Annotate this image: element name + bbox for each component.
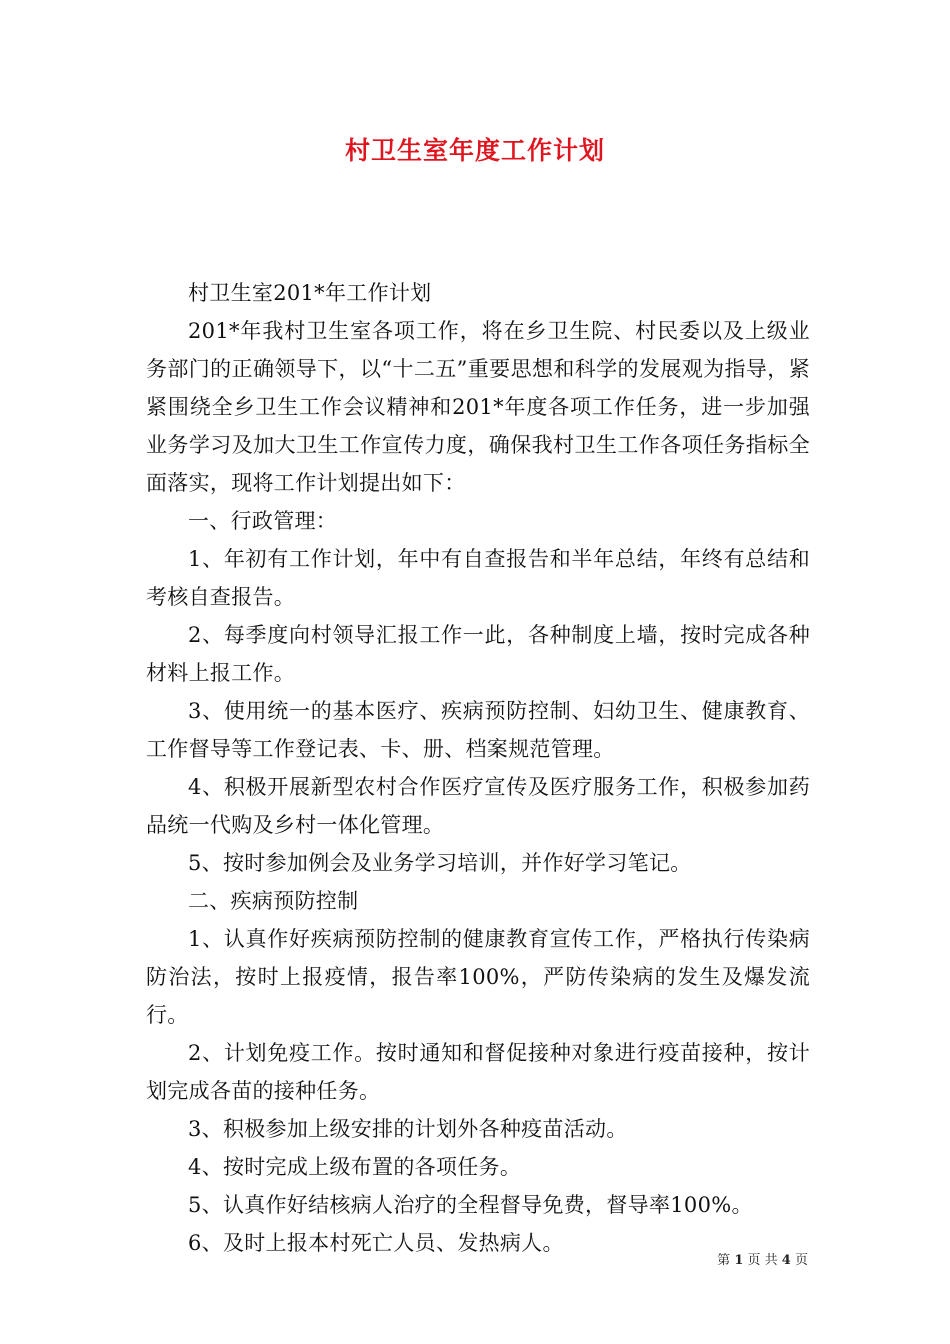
paragraph: 5、按时参加例会及业务学习培训，并作好学习笔记。 (188, 851, 692, 875)
paragraph: 村卫生室201*年工作计划 (188, 281, 432, 305)
section-heading: 一、行政管理： (188, 509, 338, 533)
paragraph: 6、及时上报本村死亡人员、发热病人。 (188, 1231, 564, 1255)
document-title: 村卫生室年度工作计划 (344, 136, 605, 165)
paragraph: 201*年我村卫生室各项工作，将在乡卫生院、村民委以及上级业务部门的正确领导下，以“十二五”重要思想和科学的发展观为指导，紧紧围绕全乡卫生工作会议精神和201*年度各项工作任务，进一步加强业务学习及加大卫生工作宣传力度，确保我村卫生工作各项任务指标全面落实，现将工作计划提出如下： (146, 319, 810, 495)
paragraph: 4、积极开展新型农村合作医疗宣传及医疗服务工作，积极参加药品统一代购及乡村一体化管理。 (146, 775, 810, 837)
current-page-number: 1 (734, 1253, 744, 1268)
footer-suffix: 页 (794, 1253, 808, 1268)
footer-prefix: 第 (717, 1253, 731, 1268)
paragraph: 3、使用统一的基本医疗、疾病预防控制、妇幼卫生、健康教育、工作督导等工作登记表、卡、册、档案规范管理。 (146, 699, 810, 761)
paragraph: 1、认真作好疾病预防控制的健康教育宣传工作，严格执行传染病防治法，按时上报疫情，报告率100%，严防传染病的发生及爆发流行。 (146, 927, 810, 1027)
document-body (146, 274, 810, 1262)
page-footer (717, 1249, 808, 1268)
section-heading: 二、疾病预防控制 (188, 889, 359, 913)
paragraph: 2、计划免疫工作。按时通知和督促接种对象进行疫苗接种，按计划完成各苗的接种任务。 (146, 1041, 810, 1103)
paragraph: 1、年初有工作计划，年中有自查报告和半年总结，年终有总结和考核自查报告。 (146, 547, 810, 609)
paragraph: 5、认真作好结核病人治疗的全程督导免费，督导率100%。 (188, 1193, 753, 1217)
paragraph: 4、按时完成上级布置的各项任务。 (188, 1155, 522, 1179)
paragraph: 2、每季度向村领导汇报工作一此，各种制度上墙，按时完成各种材料上报工作。 (146, 623, 810, 685)
footer-middle: 页 共 (747, 1253, 778, 1268)
paragraph: 3、积极参加上级安排的计划外各种疫苗活动。 (188, 1117, 628, 1141)
total-page-number: 4 (781, 1253, 791, 1268)
